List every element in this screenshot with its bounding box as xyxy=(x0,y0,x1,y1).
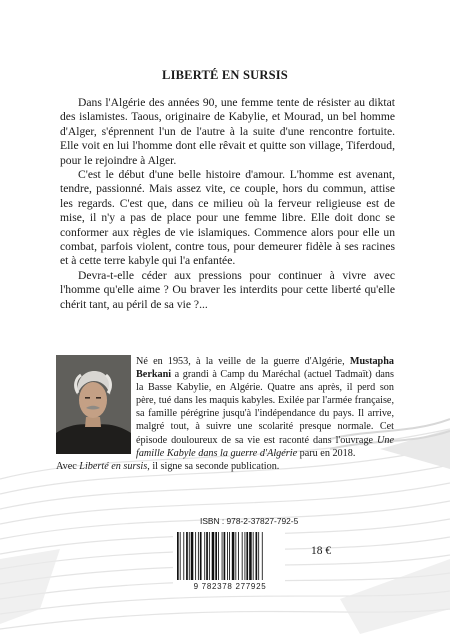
price: 18 € xyxy=(311,545,332,557)
author-photo xyxy=(56,355,131,454)
previous-book-title: Une famille Kabyle dans la guerre d'Algérie xyxy=(136,434,394,459)
author-name: Mustapha Berkani xyxy=(136,356,394,381)
author-biography: Né en 1953, à la veille de la guerre d'Algérie, Mustapha Berkani a grandi à Camp du Maréchal (actuel Tadmaït) dans la Basse Kabylie, en Algérie. Quatre ans après, il perd son père, tué dans les maquis kabyles. Exilée par l'armée française, sa famille pérégrine jusqu'à l'indépendance du pays. Il arrive, malgré tout, à suivre une scolarité presque normale. Cet épisode douloureux de sa vie est raconté dans l'ouvrage Une famille Kabyle dans la guerre d'Algérie paru en 2018. Avec Liberté en sursis, il signe sa seconde publication. xyxy=(56,356,394,472)
current-book-title: Liberté en sursis xyxy=(79,460,148,472)
summary-paragraph: C'est le début d'une belle histoire d'amour. L'homme est avenant, tendre, passionné. Mais assez vite, ce couple, hors du commun, attise les regards. C'est que, dans ce milieu où la ferveur religieuse est de mise, il n'y a pas de place pour une femme libre. Elle doit donc se conformer aux règles de vie islamiques. Commence alors pour elle un combat, parfois violent, contre tous, pour demeurer fidèle à ses racines et à cette terre kabyle qui l'a enfantée. xyxy=(60,168,395,268)
book-summary xyxy=(60,96,395,312)
barcode-digits: 9 782378 277925 xyxy=(193,582,267,591)
summary-paragraph: Dans l'Algérie des années 90, une femme tente de résister au diktat des islamistes. Taous, originaire de Kabylie, et Mourad, un bel homme d'Alger, s'éprennent l'un de l'autre à la suite d'une rencontre fortuite. Elle voit en lui l'homme dont elle rêvait et quitte son village, Tiferdoud, pour le rejoindre à Alger. xyxy=(60,96,395,167)
summary-paragraph: Devra-t-elle céder aux pressions pour continuer à vivre avec l'homme qu'elle aime ? Ou braver les interdits pour cette liberté qu'elle chérit tant, au péril de sa vie ?... xyxy=(60,268,395,311)
book-title: LIBERTÉ EN SURSIS xyxy=(162,68,288,82)
isbn-label: ISBN : 978-2-37827-792-5 xyxy=(200,516,299,526)
